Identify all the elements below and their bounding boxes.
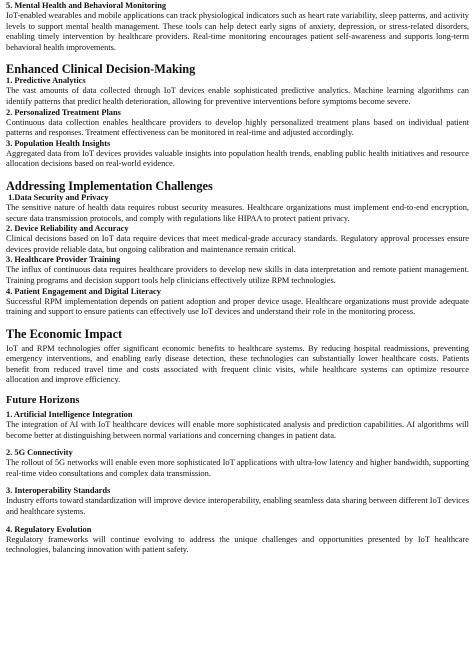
subsection-title: 2. Personalized Treatment Plans <box>6 107 121 117</box>
paragraph: The rollout of 5G networks will enable even more sophisticated IoT applications with ultra-low latency and higher bandwidth, supporting real-time video consultations and complex data transmission. <box>6 458 469 478</box>
future-horizons-section <box>6 395 469 556</box>
mental-health-section <box>6 1 469 53</box>
paragraph: Clinical decisions based on IoT data require devices that meet medical-grade accuracy standards. Regulatory approval processes ensure devices provide reliable data, but ongoing calibration and maintenance remain critical. <box>6 234 469 254</box>
subsection-title: 1.Data Security and Privacy <box>6 192 109 202</box>
paragraph: The vast amounts of data collected through IoT devices enable sophisticated predictive analytics. Machine learning algorithms can identify patterns that predict health deterioration, allowing for preventive interventions before symptoms become severe. <box>6 86 469 106</box>
section-heading: Addressing Implementation Challenges <box>6 178 213 193</box>
section-heading: Future Horizons <box>6 395 80 407</box>
subsection-title: 4. Regulatory Evolution <box>6 524 92 534</box>
subsection-title: 5. Mental Health and Behavioral Monitoring <box>6 1 167 10</box>
subsection-title: 4. Patient Engagement and Digital Literacy <box>6 286 161 296</box>
subsection-title: 3. Interoperability Standards <box>6 486 111 496</box>
paragraph: IoT and RPM technologies offer significant economic benefits to healthcare systems. By reducing hospital readmissions, preventing emergency interventions, and enabling early disease detection, these technologies can substantially lower healthcare costs. Patients benefit from reduced travel time and costs associated with frequent clinic visits, while healthcare systems can optimize resource allocation and improve efficiency. <box>6 343 469 385</box>
paragraph: The sensitive nature of health data requires robust security measures. Healthcare organizations must implement end-to-end encryption, secure data transmission protocols, and comply with regulations like HIPAA to protect patient privacy. <box>6 202 469 223</box>
paragraph: Aggregated data from IoT devices provides valuable insights into population health trends, enabling public health initiatives and resource allocation decisions based on real-world evidence. <box>6 148 469 169</box>
economic-impact-section <box>6 327 469 386</box>
subsection-title: 3. Population Health Insights <box>6 138 111 148</box>
paragraph: Regulatory frameworks will continue evolving to address the unique challenges and opportunities presented by IoT healthcare technologies, balancing innovation with patient safety. <box>6 534 469 555</box>
subsection-title: 1. Artificial Intelligence Integration <box>6 410 133 420</box>
subsection-title: 2. Device Reliability and Accuracy <box>6 224 129 234</box>
subsection-title: 2. 5G Connectivity <box>6 448 73 458</box>
paragraph: The integration of AI with IoT healthcare devices will enable more sophisticated analysis and prediction capabilities. AI algorithms will become better at distinguishing between normal variations and concerning changes in patient data. <box>6 420 469 440</box>
paragraph: Successful RPM implementation depends on patient adoption and proper device usage. Healthcare organizations must provide adequate training and support to ensure patients can effectively use IoT devices and understand their role in the monitoring process. <box>6 296 469 317</box>
clinical-decision-section <box>6 62 469 170</box>
section-heading: Enhanced Clinical Decision-Making <box>6 62 196 77</box>
paragraph: IoT-enabled wearables and mobile applications can track physiological indicators such as heart rate variability, sleep patterns, and activity levels to support mental health management. These tools can help detect early signs of anxiety, depression, or stress-related disorders, enabling timely intervention by healthcare providers. Real-time monitoring encourages patient self-awareness and supports long-term behavioral health improvements. <box>6 11 469 52</box>
implementation-section <box>6 179 469 318</box>
paragraph: The influx of continuous data requires healthcare providers to develop new skills in data interpretation and remote patient management. Training programs and decision support tools help clinicians effectively utilize RPM technologies. <box>6 265 469 285</box>
subsection-title: 3. Healthcare Provider Training <box>6 255 121 265</box>
paragraph: Industry efforts toward standardization will improve device interoperability, enabling seamless data sharing between different IoT devices and healthcare systems. <box>6 496 469 517</box>
section-heading: The Economic Impact <box>6 326 123 341</box>
paragraph: Continuous data collection enables healthcare providers to develop highly personalized treatment plans based on individual patient patterns and responses. Treatment effectiveness can be monitored in real-time and adjusted accordingly. <box>6 117 469 138</box>
subsection-title: 1. Predictive Analytics <box>6 76 86 86</box>
